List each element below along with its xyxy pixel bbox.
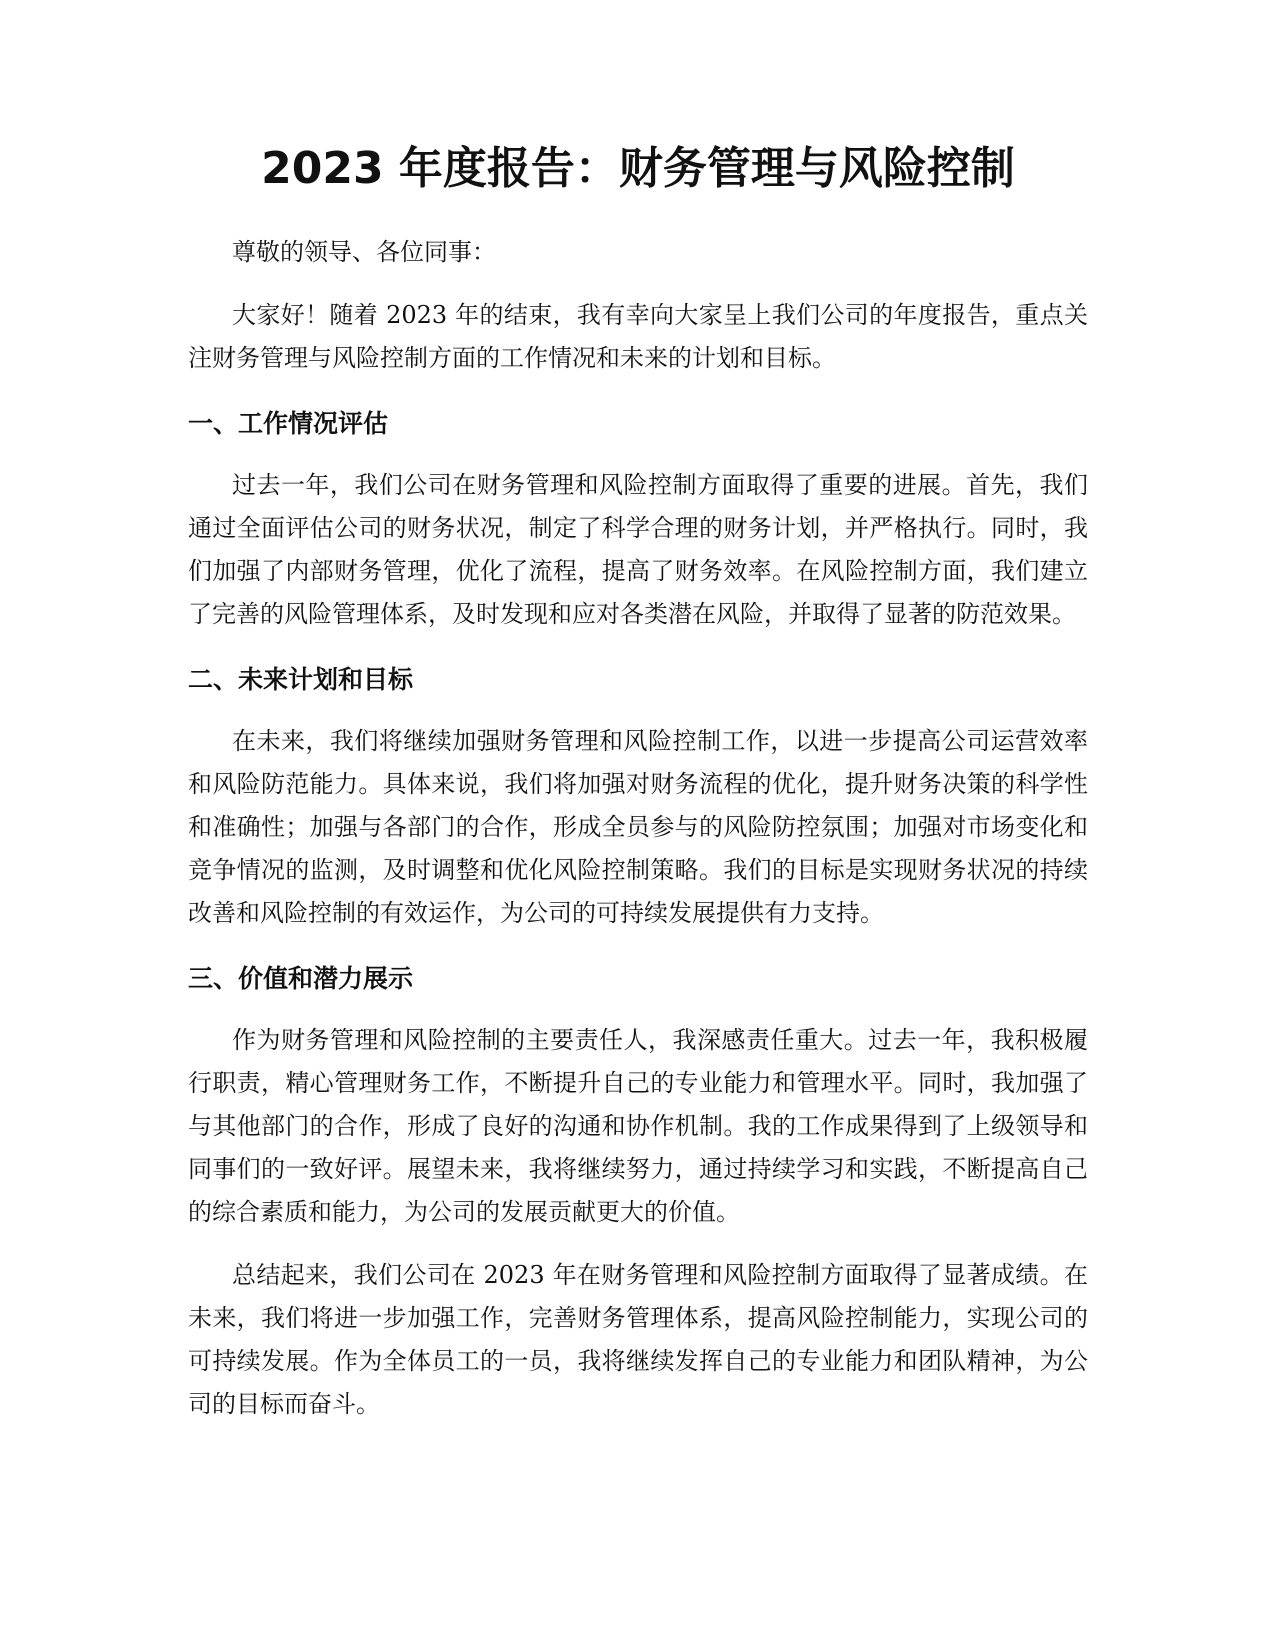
document-content (188, 140, 1088, 1446)
conclusion-paragraph: 总结起来，我们公司在 2023 年在财务管理和风险控制方面取得了显著成绩。在未来，我们将进一步加强工作，完善财务管理体系，提高风险控制能力，实现公司的可持续发展。作为全体员工的一员，我将继续发挥自己的专业能力和团队精神，为公司的目标而奋斗。 (188, 1261, 1088, 1419)
section-body-value-potential: 作为财务管理和风险控制的主要责任人，我深感责任重大。过去一年，我积极履行职责，精心管理财务工作，不断提升自己的专业能力和管理水平。同时，我加强了与其他部门的合作，形成了良好的沟通和协作机制。我的工作成果得到了上级领导和同事们的一致好评。展望未来，我将继续努力，通过持续学习和实践，不断提高自己的综合素质和能力，为公司的发展贡献更大的价值。 (188, 1026, 1088, 1227)
section-body-future-plans: 在未来，我们将继续加强财务管理和风险控制工作，以进一步提高公司运营效率和风险防范能力。具体来说，我们将加强对财务流程的优化，提升财务决策的科学性和准确性；加强与各部门的合作，形成全员参与的风险防控氛围；加强对市场变化和竞争情况的监测，及时调整和优化风险控制策略。我们的目标是实现财务状况的持续改善和风险控制的有效运作，为公司的可持续发展提供有力支持。 (188, 727, 1088, 928)
intro-paragraph: 大家好！随着 2023 年的结束，我有幸向大家呈上我们公司的年度报告，重点关注财务管理与风险控制方面的工作情况和未来的计划和目标。 (188, 301, 1088, 373)
section-body-work-evaluation: 过去一年，我们公司在财务管理和风险控制方面取得了重要的进展。首先，我们通过全面评估公司的财务状况，制定了科学合理的财务计划，并严格执行。同时，我们加强了内部财务管理，优化了流程，提高了财务效率。在风险控制方面，我们建立了完善的风险管理体系，及时发现和应对各类潜在风险，并取得了显著的防范效果。 (188, 471, 1088, 629)
section-heading-future-plans: 二、未来计划和目标 (188, 665, 414, 695)
salutation: 尊敬的领导、各位同事： (232, 238, 496, 267)
section-heading-work-evaluation: 一、工作情况评估 (188, 409, 389, 439)
document-title: 2023 年度报告：财务管理与风险控制 (261, 143, 1015, 194)
section-heading-value-potential: 三、价值和潜力展示 (188, 964, 414, 994)
